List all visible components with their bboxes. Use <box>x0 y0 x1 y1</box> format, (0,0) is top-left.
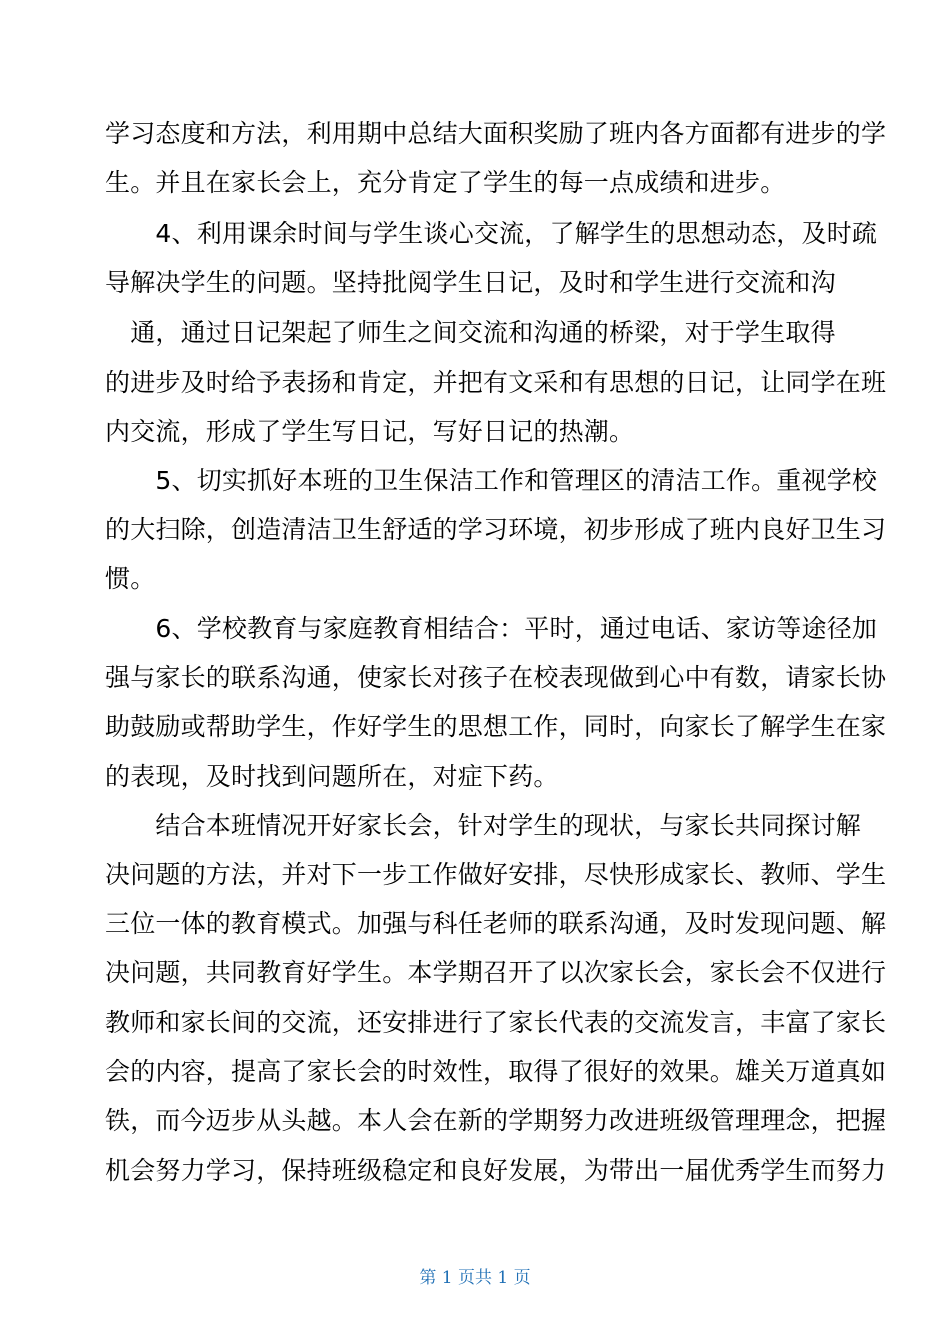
text-line: 强与家长的联系沟通，使家长对孩子在校表现做到心中有数，请家长协 <box>105 663 887 692</box>
text-line: 的大扫除，创造清洁卫生舒适的学习环境，初步形成了班内良好卫生习 <box>105 515 887 544</box>
text-line: 会的内容，提高了家长会的时效性，取得了很好的效果。雄关万道真如 <box>105 1057 887 1086</box>
text-line: 生。并且在家长会上，充分肯定了学生的每一点成绩和进步。 <box>105 168 786 197</box>
text-line: 导解决学生的问题。坚持批阅学生日记，及时和学生进行交流和沟 <box>105 268 836 297</box>
text-line: 结合本班情况开好家长会，针对学生的现状，与家长共同探讨解 <box>105 811 862 840</box>
text-line: 决问题的方法，并对下一步工作做好安排，尽快形成家长、教师、学生 <box>105 860 887 889</box>
text-line: 学习态度和方法，利用期中总结大面积奖励了班内各方面都有进步的学 <box>105 119 887 148</box>
text-line: 4、利用课余时间与学生谈心交流，了解学生的思想动态，及时疏 <box>105 219 878 248</box>
text-line: 的表现，及时找到问题所在，对症下药。 <box>105 762 559 791</box>
text-line: 教师和家长间的交流，还安排进行了家长代表的交流发言，丰富了家长 <box>105 1008 887 1037</box>
text-line: 惯。 <box>105 564 156 593</box>
text-line: 机会努力学习，保持班级稳定和良好发展，为带出一届优秀学生而努力 <box>105 1156 887 1185</box>
text-line: 助鼓励或帮助学生，作好学生的思想工作，同时，向家长了解学生在家 <box>105 712 887 741</box>
text-line: 三位一体的教育模式。加强与科任老师的联系沟通，及时发现问题、解 <box>105 909 887 938</box>
text-line: 6、学校教育与家庭教育相结合：平时，通过电话、家访等途径加 <box>105 614 878 643</box>
text-line: 铁，而今迈步从头越。本人会在新的学期努力改进班级管理理念，把握 <box>105 1106 887 1135</box>
text-line: 内交流，形成了学生写日记，写好日记的热潮。 <box>105 417 635 446</box>
page-footer: 第 1 页共 1 页 <box>419 1268 531 1288</box>
text-line: 决问题，共同教育好学生。本学期召开了以次家长会，家长会不仅进行 <box>105 958 887 987</box>
text-line: 的进步及时给予表扬和肯定，并把有文采和有思想的日记，让同学在班 <box>105 368 887 397</box>
text-line: 通，通过日记架起了师生之间交流和沟通的桥梁，对于学生取得 <box>105 318 836 347</box>
text-line: 5、切实抓好本班的卫生保洁工作和管理区的清洁工作。重视学校 <box>105 466 878 495</box>
